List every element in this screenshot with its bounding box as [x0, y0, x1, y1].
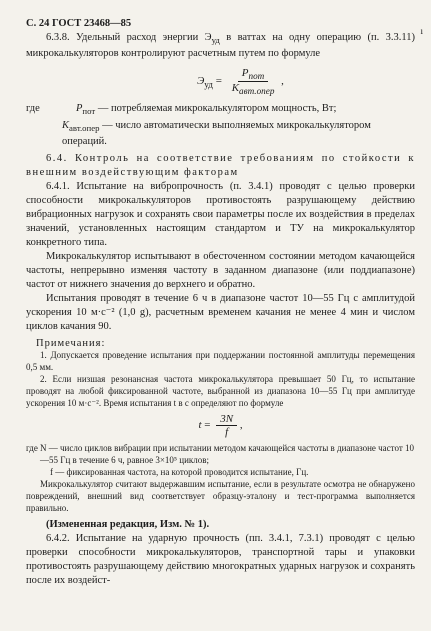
fraction: $\frac{3N}{f}$ — [216, 413, 237, 438]
paragraph-6-3-8: 6.3.8. Удельный расход энергии $Э_{уд}$ в ваттах на одну операцию (п. 3.3.11) микрокалькуляторов контролируют расчетным путем по формуле — [26, 32, 416, 60]
section-6-4-heading: 6.4. Контроль на соответствие требованиям по стойкости к внешним воздействующим факторам — [26, 152, 415, 178]
note-1: 1. Допускается проведение испытания при поддержании постоянной амплитуды перемещения 0,5 мм. — [26, 349, 415, 372]
paragraph-6-4-2: 6.4.2. Испытание на ударную прочность (пп. 3.4.1, 7.3.1) проводят с целью проверки способности микрокалькуляторов, транспортной тары и упаковки противостоять разрушающему действию многократных ударных нагрузок и сохранять после их воздейст- — [26, 532, 415, 586]
where-n: где N — число циклов вибрации при испытании методом качающейся частоты в диапазоне частот 10—55 Гц в течение 6 ч, равное 3×10⁵ циклов; — [26, 442, 415, 465]
conclusion: Микрокалькулятор считают выдержавшим испытание, если в результате осмотра не обнаружено повреждений, внешний вид соответствует образцу-эталону и тест-программа выполняется правильно. — [26, 478, 415, 513]
change-note: (Измененная редакция, Изм. № 1). — [46, 518, 210, 530]
where-f: f — фиксированная частота, на которой проводится испытание, Гц. — [50, 466, 309, 477]
fraction: $\frac{P_{пот}}{K_{авт.опер}}$ — [231, 67, 275, 97]
where-line-2: $K_{авт.опер}$ — число автоматически выполняемых микрокалькулятором операций. — [62, 119, 371, 147]
page-header: С. 24 ГОСТ 23468—85 — [26, 18, 132, 29]
paragraph-6-4-1-duration: Испытания проводят в течение 6 ч в диапазоне частот 10—55 Гц с амплитудой ускорения 10 м·с⁻² (1,0 g), расчетным временем качания не менее 4 мин и числом циклов качания 90. — [26, 292, 415, 332]
formula-time: t = $\frac{3N}{f}$ , — [198, 412, 243, 438]
notes-list — [26, 349, 415, 409]
corner-mark: ı — [420, 26, 423, 36]
notes-title: Примечания: — [36, 337, 106, 349]
paragraph-6-4-1: 6.4.1. Испытание на вибропрочность (п. 3.4.1) проводят с целью проверки способности микрокалькуляторов противостоять разрушающему действию вибрационных нагрузок и сохранять свои параметры после их воздействия в пределах значений, установленных настоящим стандартом и ТУ на микрокалькулятор конкретного типа. — [26, 180, 415, 248]
paragraph-6-4-1-method: Микрокалькулятор испытывают в обесточенном состоянии методом качающейся частоты, непрерывно изменяя частоту в заданном диапазоне (или поддиапазоне) частот от нижнего значения до верхнего и обратно. — [26, 250, 415, 290]
formula-energy: $Э_{уд}$ = $\frac{P_{пот}}{K_{авт.опер}}$ , — [197, 67, 284, 97]
where-line-1: где $P_{пот}$ — потребляемая микрокалькулятором мощность, Вт; — [26, 103, 337, 117]
note-2: 2. Если низшая резонансная частота микрокалькулятора превышает 50 Гц, то испытание проводят на любой фиксированной частоте, выбранной из диапазона 10—55 Гц при амплитуде ускорения 10 м·с⁻². Время испытания t в с определяют по формуле — [26, 373, 415, 408]
